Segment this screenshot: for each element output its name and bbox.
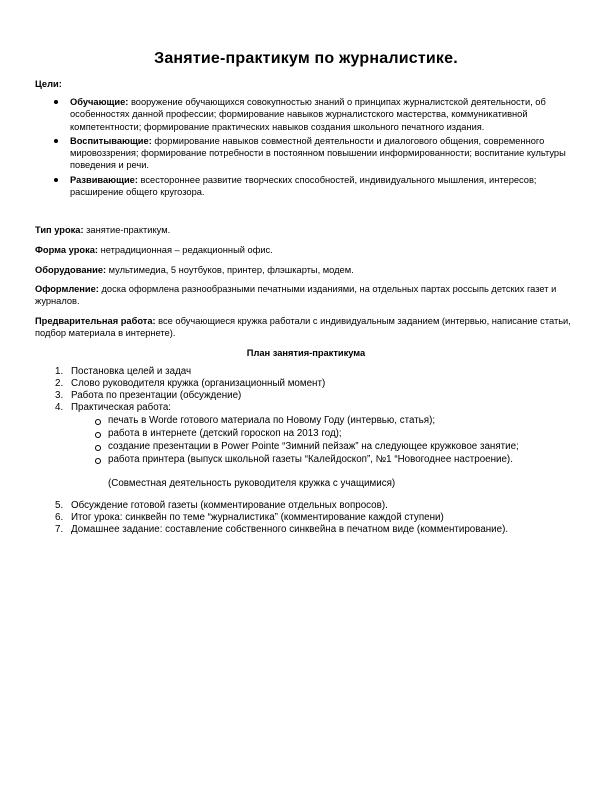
joint-note: (Совместная деятельность руководителя кружка с учащимися) (108, 478, 396, 489)
goal-text: формирование навыков совместной деятельности и диалогового общения, современного мировоззрения; формирование потребности в постоянном повышении информированности; воспитание культуры поведения и речи. (70, 135, 566, 171)
lesson-type (35, 224, 575, 236)
plan-item-number: 4. (55, 402, 64, 413)
goal-item (70, 174, 570, 199)
lesson-type-label: Тип урока: (35, 225, 84, 235)
decoration-label: Оформление: (35, 284, 99, 294)
plan-item-text: Практическая работа: (71, 402, 172, 413)
practical-item-text: работа принтера (выпуск школьной газеты “Калейдоскоп”, №1 “Новогоднее настроение). (108, 454, 513, 465)
goal-label: Обучающие: (70, 97, 129, 107)
goal-label: Воспитывающие: (70, 135, 152, 146)
plan-item-number: 5. (55, 500, 64, 511)
plan-item-text: Обсуждение готовой газеты (комментирование отдельных вопросов). (71, 500, 388, 511)
decoration (35, 283, 575, 308)
plan-item-number: 7. (55, 524, 64, 535)
page-title: Занятие-практикум по журналистике. (154, 50, 458, 67)
goal-item (70, 135, 570, 172)
plan-item-number: 2. (55, 378, 64, 389)
practical-item-text: создание презентации в Power Pointe “Зимний пейзаж” на следующее кружковое занятие; (108, 441, 519, 452)
equipment (35, 264, 575, 276)
equipment-label: Оборудование: (35, 265, 107, 275)
plan-item-text: Домашнее задание: составление собственного синквейна в печатном виде (комментирование). (71, 524, 509, 535)
goal-text: всестороннее развитие творческих способностей, индивидуального мышления, интересов; расширение общего кругозора. (70, 174, 537, 198)
lesson-form (35, 244, 575, 256)
circle-bullet-icon (95, 445, 101, 451)
decoration-text: доска оформлена разнообразными печатными изданиями, на отдельных партах россыпь детских газет и журналов. (35, 284, 557, 307)
goal-item (70, 96, 570, 133)
lesson-type-text: занятие-практикум. (83, 225, 171, 235)
preliminary-label: Предварительная работа: (35, 316, 156, 326)
goal-label: Развивающие: (70, 174, 138, 185)
goal-text: вооружение обучающихся совокупностью знаний о принципах журналистской деятельности, об особенностях данной профессии; формирование навыков журналистского мастерства, коммуникативной компетентности; формирование практических навыков создания школьного печатного издания. (70, 97, 546, 132)
circle-bullet-icon (95, 458, 101, 464)
plan-item-number: 6. (55, 512, 64, 523)
plan-item-text: Работа по презентации (обсуждение) (71, 390, 242, 401)
equipment-text: мультимедиа, 5 ноутбуков, принтер, флэшкарты, модем. (106, 265, 354, 275)
preliminary-work (35, 315, 575, 340)
plan-item-number: 1. (55, 366, 64, 377)
circle-bullet-icon (95, 432, 101, 438)
practical-item-text: печать в Worde готового материала по Новому Году (интервью, статья); (108, 415, 436, 426)
lesson-form-label: Форма урока: (35, 245, 99, 255)
bullet-icon (54, 139, 58, 143)
bullet-icon (54, 178, 58, 182)
goals-list (70, 96, 570, 200)
plan-item-text: Постановка целей и задач (71, 366, 192, 377)
plan-item-text: Слово руководителя кружка (организационный момент) (71, 378, 326, 389)
plan-item-number: 3. (55, 390, 64, 401)
practical-item-text: работа в интернете (детский гороскоп на 2013 год); (108, 428, 342, 439)
plan-title: План занятия-практикума (246, 348, 366, 358)
lesson-form-text: нетрадиционная – редакционный офис. (98, 245, 273, 255)
preliminary-text: все обучающиеся кружка работали с индивидуальным заданием (интервью, написание статьи, подбор материала в интернете). (35, 316, 571, 339)
goals-heading: Цели: (35, 79, 62, 89)
plan-item-text: Итог урока: синквейн по теме “журналистика” (комментирование каждой ступени) (71, 512, 444, 523)
circle-bullet-icon (95, 419, 101, 425)
bullet-icon (54, 100, 58, 104)
